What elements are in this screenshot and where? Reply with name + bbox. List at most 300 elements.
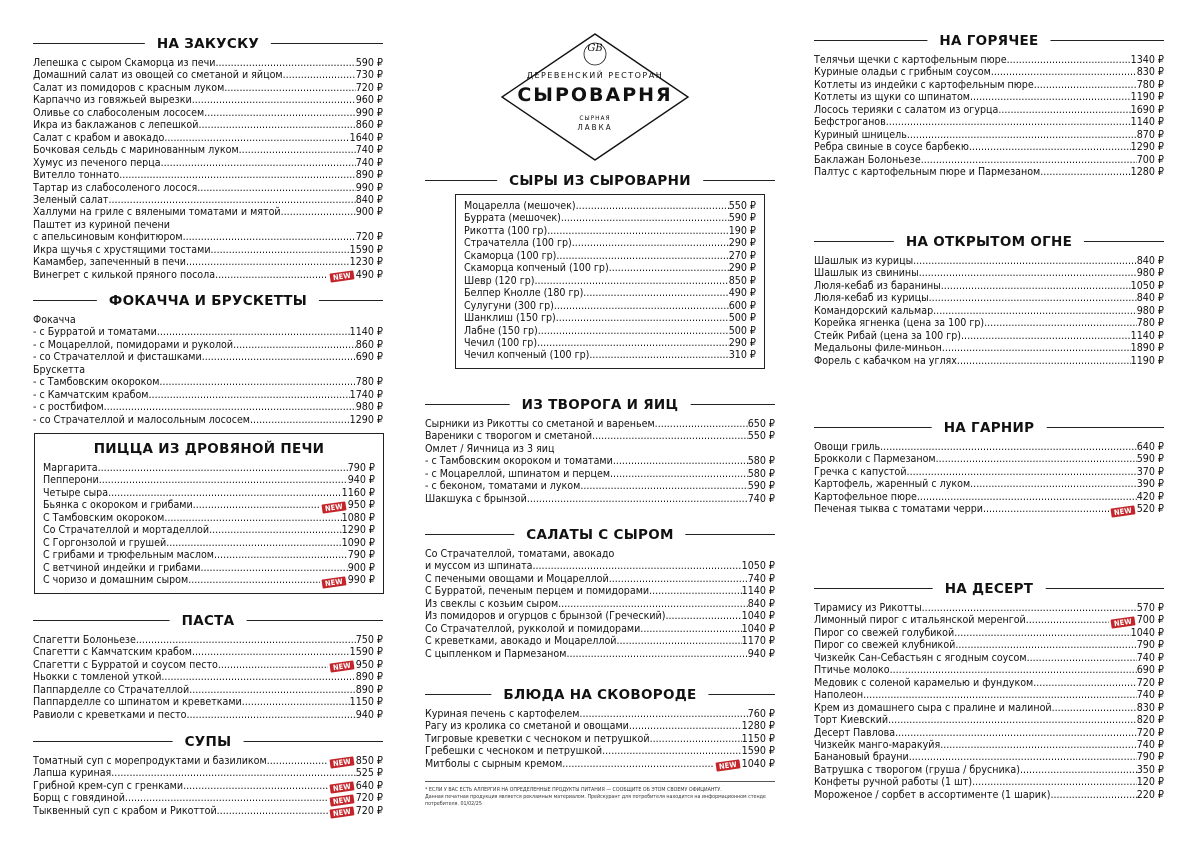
leader-dots: [192, 94, 356, 106]
menu-item: [814, 342, 1164, 354]
item-price: 870 ₽: [1136, 128, 1164, 141]
leader-dots: [940, 739, 1137, 751]
new-badge: NEW: [330, 271, 355, 283]
item-price: 190 ₽: [728, 224, 756, 237]
item-name: Брокколи с Пармезаном: [814, 453, 936, 466]
leader-dots: [629, 720, 742, 732]
leader-dots: [933, 305, 1137, 317]
menu-item: [814, 627, 1164, 639]
item-name: Пирог со свежей клубникой: [814, 639, 956, 652]
menu-item: [33, 244, 383, 256]
menu-item: [33, 107, 383, 119]
item-name: Палтус с картофельным пюре и Пармезаном: [814, 166, 1041, 179]
menu-item: [814, 466, 1164, 478]
leader-dots: [616, 635, 741, 647]
item-price: 310 ₽: [728, 349, 756, 362]
item-price: 840 ₽: [747, 597, 775, 610]
item-price: 890 ₽: [355, 683, 383, 696]
menu-item: [814, 154, 1164, 166]
item-name: Сырники из Рикотты со сметаной и вареньем: [425, 418, 655, 430]
leader-dots: [211, 244, 350, 256]
new-badge: NEW: [330, 661, 355, 673]
leader-dots: [209, 524, 342, 536]
item-name: Халлуми на гриле с вялеными томатами и мятой: [33, 206, 281, 219]
leader-dots: [1027, 652, 1137, 664]
item-name: Форель с кабачком на углях: [814, 354, 957, 367]
item-price: 740 ₽: [1136, 738, 1164, 751]
item-name: Стейк Рибай (цена за 100 гр): [814, 329, 962, 342]
menu-item: [43, 562, 375, 574]
item-name: С креветками, авокадо и Моцареллой: [425, 635, 617, 648]
menu-item: [43, 499, 375, 514]
menu-item: [33, 119, 383, 131]
item-price: 390 ₽: [1136, 478, 1164, 491]
menu-item: [814, 453, 1164, 465]
logo-monogram: GB: [587, 43, 603, 54]
menu-item: [425, 758, 775, 770]
menu-item: [425, 708, 775, 720]
item-price: 590 ₽: [1136, 453, 1164, 466]
item-name: Чечил (100 гр): [464, 336, 538, 349]
item-price: 490 ₽: [355, 268, 383, 281]
menu-items: [33, 314, 383, 426]
leader-dots: [886, 116, 1131, 128]
leader-dots: [216, 57, 356, 69]
leader-dots: [197, 182, 355, 194]
item-name: Наполеон: [814, 689, 864, 702]
menu-item: [43, 512, 375, 524]
menu-item: [33, 389, 383, 401]
section-title: СЫРЫ ИЗ СЫРОВАРНИ: [497, 170, 703, 192]
menu-item: [43, 462, 375, 474]
leader-dots: [233, 339, 356, 351]
menu-items: [43, 462, 375, 587]
leader-dots: [242, 696, 350, 708]
leader-dots: [99, 474, 348, 486]
leader-dots: [957, 355, 1131, 367]
leader-dots: [895, 727, 1137, 739]
menu-item: [814, 689, 1164, 701]
leader-dots: [580, 480, 747, 492]
leader-dots: [1050, 789, 1136, 801]
item-price: 1590 ₽: [741, 745, 775, 758]
item-price: 820 ₽: [1136, 714, 1164, 727]
menu-item: [814, 614, 1164, 629]
item-name: Бьянка с окороком и грибами: [43, 499, 193, 512]
item-name: Шакшука с брынзой: [425, 492, 527, 505]
section-header: [33, 731, 383, 753]
leader-dots: [913, 255, 1137, 267]
item-name: - с Моцареллой, помидорами и руколой: [33, 338, 234, 351]
item-name: Конфеты ручной работы (1 шт): [814, 776, 973, 789]
item-name: С Горгонзолой и грушей: [43, 536, 167, 549]
leader-dots: [267, 755, 328, 767]
menu-item: [33, 659, 383, 671]
section-header: [425, 524, 775, 546]
leader-dots: [998, 104, 1130, 116]
menu-item: [425, 443, 775, 455]
item-price: 350 ₽: [1136, 763, 1164, 776]
menu-item: [33, 351, 383, 363]
leader-dots: [239, 144, 356, 156]
item-price: 890 ₽: [355, 671, 383, 684]
item-name: - со Страчателлой и малосольным лососем: [33, 413, 251, 426]
leader-dots: [554, 300, 729, 312]
item-price: 780 ₽: [1136, 78, 1164, 91]
menu-item: [814, 355, 1164, 367]
item-name: Крем из домашнего сыра с пралине и малиной: [814, 701, 1052, 714]
item-name: - с Бурратой и томатами: [33, 326, 157, 339]
item-name: с апельсиновым конфитюром: [33, 231, 183, 244]
item-name: Ватрушка с творогом (груша / брусника): [814, 763, 1020, 776]
menu-item: [814, 764, 1164, 776]
leader-dots: [538, 325, 729, 337]
section-title: ПАСТА: [170, 610, 247, 632]
menu-item: [425, 455, 775, 467]
leader-dots: [917, 491, 1137, 503]
item-name: Котлеты из индейки с картофельным пюре: [814, 78, 1034, 91]
menu-item: [814, 602, 1164, 614]
leader-dots: [558, 598, 748, 610]
menu-items: [425, 708, 775, 770]
menu-item: [814, 255, 1164, 267]
item-price: 730 ₽: [355, 69, 383, 82]
menu-item: [425, 733, 775, 745]
menu-item: [814, 503, 1164, 515]
item-price: 640 ₽: [355, 779, 383, 792]
item-price: 525 ₽: [355, 767, 383, 780]
item-name: Омлет / Яичница из 3 яиц: [425, 442, 555, 455]
new-badge: NEW: [330, 757, 355, 769]
menu-item: [425, 573, 775, 585]
item-name: Медальоны филе-миньон: [814, 342, 942, 355]
item-name: Картофельное пюре: [814, 490, 917, 503]
item-price: 950 ₽: [355, 658, 383, 671]
item-name: Карпаччо из говяжьей вырезки: [33, 94, 192, 107]
item-price: 740 ₽: [355, 144, 383, 157]
section-title: САЛАТЫ С СЫРОМ: [514, 524, 685, 546]
item-name: Со Страчателлой, томатами, авокадо: [425, 548, 615, 560]
item-name: Ребра свиные в соусе барбекю: [814, 141, 969, 154]
leader-dots: [556, 250, 728, 262]
item-name: Паштет из куриной печени: [33, 218, 170, 231]
menu-item: [33, 755, 383, 767]
item-price: 740 ₽: [747, 572, 775, 585]
menu-item: [464, 262, 756, 274]
leader-dots: [936, 453, 1137, 465]
item-price: 1230 ₽: [349, 256, 383, 269]
menu-item: [814, 91, 1164, 103]
item-name: Страчателла (100 гр): [464, 237, 572, 250]
menu-item: [33, 767, 383, 779]
item-name: С чоризо и домашним сыром: [43, 574, 189, 587]
item-price: 790 ₽: [347, 549, 375, 562]
menu-item: [33, 634, 383, 646]
leader-dots: [602, 745, 742, 757]
section-header: [814, 417, 1164, 439]
item-name: - со Страчателлой и фисташками: [33, 351, 202, 364]
menu-item: [43, 474, 375, 486]
item-price: 700 ₽: [1136, 153, 1164, 166]
new-badge: NEW: [322, 501, 347, 513]
menu-item: [464, 250, 756, 262]
leader-dots: [192, 646, 350, 658]
item-name: Медовик с соленой карамелью и фундуком: [814, 676, 1034, 689]
menu-item: [425, 480, 775, 492]
section-header: [33, 290, 383, 312]
menu-item: [464, 325, 756, 337]
menu-item: [464, 312, 756, 324]
item-name: Птичье молоко: [814, 664, 890, 677]
footer-line-2: Данная печатная продукция является рекламным материалом. Прейскурант для потребителя находится на информационном стенде: [425, 794, 766, 800]
leader-dots: [880, 441, 1137, 453]
leader-dots: [576, 200, 729, 212]
leader-dots: [921, 154, 1137, 166]
item-name: Из свеклы с козьим сыром: [425, 597, 559, 610]
leader-dots: [189, 684, 356, 696]
item-name: Камамбер, запеченный в печи: [33, 256, 186, 269]
leader-dots: [561, 212, 729, 224]
menu-item: [814, 789, 1164, 801]
item-price: 850 ₽: [728, 274, 756, 287]
item-name: Лапша куриная: [33, 767, 112, 780]
section-title: СУПЫ: [173, 731, 244, 753]
item-price: 1290 ₽: [1130, 141, 1164, 154]
item-price: 840 ₽: [1136, 255, 1164, 267]
item-price: 740 ₽: [1136, 651, 1164, 664]
menu-item: [33, 194, 383, 206]
item-price: 700 ₽: [1136, 614, 1164, 627]
leader-dots: [888, 714, 1137, 726]
leader-dots: [159, 376, 355, 388]
item-price: 490 ₽: [728, 287, 756, 300]
item-price: 760 ₽: [747, 708, 775, 720]
section-header: [425, 170, 775, 192]
menu-item: [425, 610, 775, 622]
item-price: 990 ₽: [355, 106, 383, 119]
item-price: 1040 ₽: [741, 622, 775, 635]
item-price: 860 ₽: [355, 338, 383, 351]
section-title: НА ГОРЯЧЕЕ: [927, 30, 1050, 52]
menu-item: [425, 635, 775, 647]
item-price: 1280 ₽: [1130, 166, 1164, 179]
menu-item: [814, 104, 1164, 116]
item-price: 1080 ₽: [341, 511, 375, 524]
leader-dots: [119, 169, 355, 181]
item-name: - с Тамбовским окороком и томатами: [425, 455, 613, 468]
item-price: 840 ₽: [1136, 292, 1164, 305]
menu-item: [814, 441, 1164, 453]
leader-dots: [183, 231, 356, 243]
item-name: Корейка ягненка (цена за 100 гр): [814, 317, 985, 330]
item-price: 1290 ₽: [341, 524, 375, 537]
item-price: 690 ₽: [1136, 664, 1164, 677]
item-price: 740 ₽: [1136, 689, 1164, 702]
item-price: 1090 ₽: [341, 536, 375, 549]
item-name: Овощи гриль: [814, 441, 881, 453]
item-name: С ветчиной индейки и грибами: [43, 561, 201, 574]
restaurant-logo: [500, 32, 690, 162]
menu-item: [464, 237, 756, 249]
section-title: НА ГАРНИР: [932, 417, 1047, 439]
item-price: 1890 ₽: [1130, 342, 1164, 355]
item-price: 980 ₽: [355, 401, 383, 414]
menu-item: [425, 745, 775, 757]
item-price: 790 ₽: [347, 462, 375, 474]
item-name: Со Страчателлой и мортаделлой: [43, 524, 210, 537]
item-price: 860 ₽: [355, 119, 383, 132]
leader-dots: [164, 512, 341, 524]
menu-item: [33, 696, 383, 708]
menu-item: [464, 349, 756, 361]
item-price: 1140 ₽: [741, 585, 775, 598]
item-name: Лимонный пирог с итальянской меренгой: [814, 614, 1026, 627]
item-name: Паппарделле со шпинатом и креветками: [33, 696, 242, 709]
item-price: 990 ₽: [347, 574, 375, 587]
leader-dots: [188, 574, 320, 586]
leader-dots: [972, 776, 1137, 788]
menu-item: [814, 776, 1164, 788]
section-header: [425, 684, 775, 706]
item-price: 840 ₽: [355, 193, 383, 206]
item-price: 500 ₽: [728, 312, 756, 325]
item-name: Маргарита: [43, 462, 98, 474]
item-price: 1280 ₽: [741, 720, 775, 733]
section-tvorog: [425, 394, 775, 505]
item-price: 1640 ₽: [349, 131, 383, 144]
leader-dots: [589, 349, 728, 361]
leader-dots: [164, 132, 349, 144]
menu-item: [425, 648, 775, 660]
item-price: 290 ₽: [728, 262, 756, 275]
leader-dots: [929, 292, 1137, 304]
item-price: 1590 ₽: [349, 646, 383, 659]
leader-dots: [1052, 702, 1137, 714]
leader-dots: [970, 91, 1131, 103]
item-price: 950 ₽: [347, 499, 375, 512]
item-price: 1040 ₽: [1130, 626, 1164, 639]
item-price: 1050 ₽: [1130, 279, 1164, 292]
leader-dots: [204, 107, 356, 119]
item-name: Буррата (мешочек): [464, 212, 561, 225]
item-price: 720 ₽: [355, 231, 383, 244]
menu-item: [425, 623, 775, 635]
item-name: Сулугуни (300 гр): [464, 299, 554, 312]
item-name: Паппарделле со Страчателлой: [33, 683, 190, 696]
section-header: [43, 438, 375, 460]
menu-item: [814, 292, 1164, 304]
logo-sub1: СЫРНАЯ: [579, 114, 611, 122]
item-price: 780 ₽: [1136, 317, 1164, 330]
leader-dots: [104, 401, 356, 413]
new-badge: NEW: [322, 576, 347, 588]
item-price: 980 ₽: [1136, 267, 1164, 280]
leader-dots: [250, 414, 350, 426]
item-price: 640 ₽: [1136, 441, 1164, 453]
leader-dots: [983, 503, 1109, 515]
menu-item: [33, 169, 383, 181]
leader-dots: [217, 805, 328, 817]
section-title: НА ОТКРЫТОМ ОГНЕ: [894, 231, 1084, 253]
logo-sub2: ЛАВКА: [577, 123, 613, 132]
menu-items: [814, 602, 1164, 801]
section-desert: [814, 578, 1164, 801]
leader-dots: [909, 751, 1137, 763]
item-name: Зеленый салат: [33, 193, 109, 206]
menu-item: [814, 129, 1164, 141]
section-pizza: [34, 433, 384, 594]
item-price: 720 ₽: [355, 804, 383, 817]
item-name: Моцарелла (мешочек): [464, 200, 576, 212]
item-name: Равиоли с креветками и песто: [33, 708, 187, 721]
leader-dots: [579, 708, 747, 720]
item-name: Шашлык из свинины: [814, 267, 919, 280]
leader-dots: [1040, 166, 1130, 178]
leader-dots: [863, 689, 1137, 701]
item-price: 1140 ₽: [1130, 116, 1164, 129]
leader-dots: [534, 275, 728, 287]
leader-dots: [556, 312, 729, 324]
logo-subtitle: ДЕРЕВЕНСКИЙ РЕСТОРАН: [526, 71, 664, 80]
new-badge: NEW: [330, 794, 355, 806]
item-price: 1160 ₽: [341, 486, 375, 499]
item-name: Скаморца копченый (100 гр): [464, 262, 609, 275]
item-name: С цыпленком и Пармезаном: [425, 647, 567, 660]
leader-dots: [108, 194, 355, 206]
menu-item: [464, 287, 756, 299]
item-name: Белпер Кнолле (180 гр): [464, 287, 584, 300]
item-price: 830 ₽: [1136, 66, 1164, 79]
item-name: Тартар из слабосоленого лосося: [33, 181, 198, 194]
item-name: Баклажан Болоньезе: [814, 153, 921, 166]
menu-item: [814, 305, 1164, 317]
logo-name: СЫРОВАРНЯ: [517, 84, 673, 106]
item-name: - с ростбифом: [33, 401, 104, 414]
leader-dots: [592, 430, 748, 442]
leader-dots: [922, 602, 1137, 614]
item-name: Мороженое / сорбет в ассортименте (1 шарик): [814, 788, 1051, 801]
item-price: 900 ₽: [347, 561, 375, 574]
menu-item: [464, 300, 756, 312]
section-ogon: [814, 231, 1164, 367]
item-name: Пепперони: [43, 474, 99, 487]
leader-dots: [609, 573, 748, 585]
menu-item: [425, 560, 775, 572]
item-price: 980 ₽: [1136, 304, 1164, 317]
item-name: Картофель, жаренный с луком: [814, 478, 971, 491]
item-name: Оливье со слабосоленым лососем: [33, 106, 205, 119]
leader-dots: [665, 610, 741, 622]
item-name: Десерт Павлова: [814, 726, 896, 739]
leader-dots: [547, 225, 729, 237]
leader-dots: [125, 792, 328, 804]
item-name: Телячьи щечки с картофельным пюре: [814, 54, 1007, 66]
menu-item: [425, 720, 775, 732]
item-name: Гречка с капустой: [814, 465, 907, 478]
section-title: ФОКАЧЧА И БРУСКЕТТЫ: [97, 290, 319, 312]
leader-dots: [281, 206, 356, 218]
item-name: Шанклиш (150 гр): [464, 312, 556, 325]
menu-item: [33, 182, 383, 194]
item-price: 720 ₽: [355, 792, 383, 805]
leader-dots: [1034, 79, 1137, 91]
leader-dots: [1007, 54, 1131, 66]
item-name: Люля-кебаб из баранины: [814, 279, 941, 292]
item-price: 940 ₽: [355, 708, 383, 721]
item-name: Хумус из печеного перца: [33, 156, 161, 169]
menu-item: [464, 212, 756, 224]
item-name: С грибами и трюфельным маслом: [43, 549, 214, 562]
